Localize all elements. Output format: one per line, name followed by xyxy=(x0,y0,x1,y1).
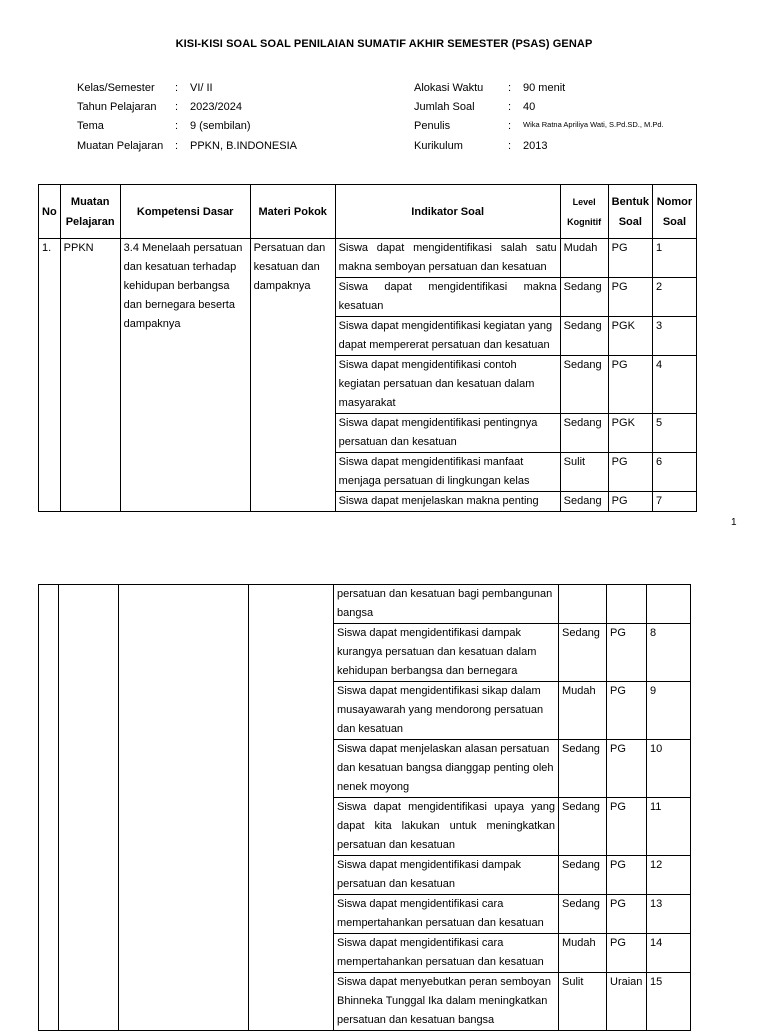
cell-muatan: PPKN xyxy=(60,239,120,512)
cell-level: Sulit xyxy=(560,453,608,492)
meta-row-jumlah xyxy=(414,97,664,116)
meta-key: Muatan Pelajaran xyxy=(77,139,164,152)
cell-bentuk: PGK xyxy=(608,414,652,453)
meta-key: Kelas/Semester xyxy=(77,81,155,94)
kisi-kisi-table-page-1 xyxy=(38,184,697,512)
cell-level: Sedang xyxy=(560,356,608,414)
header-no: No xyxy=(39,185,61,239)
cell-level: Mudah xyxy=(559,934,607,973)
cell-indikator: Siswa dapat mengidentifikasi manfaat menjaga persatuan di lingkungan kelas xyxy=(335,453,560,492)
header-materi-pokok: Materi Pokok xyxy=(250,185,335,239)
meta-colon: : xyxy=(175,81,179,94)
cell-bentuk: PG xyxy=(607,934,647,973)
cell-indikator: Siswa dapat mengidentifikasi cara mempertahankan persatuan dan kesatuan xyxy=(334,934,559,973)
cell-level: Sedang xyxy=(560,492,608,512)
cell-indikator: Siswa dapat mengidentifikasi contoh kegiatan persatuan dan kesatuan dalam masyarakat xyxy=(335,356,560,414)
cell-level: Sedang xyxy=(559,895,607,934)
cell-bentuk: PG xyxy=(607,856,647,895)
table-row xyxy=(39,239,697,278)
cell-level: Sedang xyxy=(560,317,608,356)
cell-level-empty xyxy=(559,585,607,624)
cell-bentuk: PG xyxy=(608,239,652,278)
cell-indikator: Siswa dapat mengidentifikasi cara mempertahankan persatuan dan kesatuan xyxy=(334,895,559,934)
cell-indikator: Siswa dapat mengidentifikasi sikap dalam musayawarah yang mendorong persatuan dan kesatuan xyxy=(334,682,559,740)
header-level-kognitif: Level Kognitif xyxy=(560,185,608,239)
header-bentuk-soal: Bentuk Soal xyxy=(608,185,652,239)
cell-bentuk: PG xyxy=(608,278,652,317)
meta-value: 40 xyxy=(523,100,536,113)
meta-row-alokasi xyxy=(414,78,664,97)
meta-value: 2013 xyxy=(523,139,548,152)
cell-level: Mudah xyxy=(559,682,607,740)
cell-no: 1. xyxy=(39,239,61,512)
cell-level: Sedang xyxy=(559,856,607,895)
meta-key: Alokasi Waktu xyxy=(414,81,484,94)
page-number: 1 xyxy=(731,517,737,528)
cell-bentuk: PG xyxy=(608,453,652,492)
meta-colon: : xyxy=(508,120,512,133)
cell-indikator: Siswa dapat mengidentifikasi dampak persatuan dan kesatuan xyxy=(334,856,559,895)
meta-colon: : xyxy=(175,139,179,152)
cell-bentuk: PG xyxy=(607,624,647,682)
meta-key: Kurikulum xyxy=(414,139,463,152)
cell-nomor: 12 xyxy=(647,856,691,895)
meta-left xyxy=(77,78,297,155)
cell-nomor: 15 xyxy=(647,973,691,1031)
cell-bentuk: PG xyxy=(607,682,647,740)
cell-nomor: 6 xyxy=(652,453,696,492)
cell-level: Sulit xyxy=(559,973,607,1031)
meta-colon: : xyxy=(508,100,512,113)
cell-bentuk: PGK xyxy=(608,317,652,356)
cell-kompetensi-dasar-empty xyxy=(119,585,249,1031)
meta-key: Tahun Pelajaran xyxy=(77,100,157,113)
cell-bentuk: PG xyxy=(607,740,647,798)
cell-indikator-continuation: persatuan dan kesatuan bagi pembangunan bangsa xyxy=(334,585,559,624)
cell-nomor: 10 xyxy=(647,740,691,798)
cell-nomor: 5 xyxy=(652,414,696,453)
cell-bentuk: PG xyxy=(607,798,647,856)
meta-value: VI/ II xyxy=(190,81,213,94)
cell-bentuk: PG xyxy=(607,895,647,934)
cell-nomor-empty xyxy=(647,585,691,624)
meta-value: PPKN, B.INDONESIA xyxy=(190,139,297,152)
meta-row-tema xyxy=(77,117,297,136)
cell-nomor: 2 xyxy=(652,278,696,317)
cell-indikator: Siswa dapat menjelaskan makna penting xyxy=(335,492,560,512)
cell-indikator: Siswa dapat menyebutkan peran semboyan Bhinneka Tunggal Ika dalam meningkatkan persatuan dan kesatuan bangsa xyxy=(334,973,559,1031)
cell-indikator: Siswa dapat mengidentifikasi dampak kurangya persatuan dan kesatuan dalam kehidupan berbangsa dan bernegara xyxy=(334,624,559,682)
cell-materi-pokok-empty xyxy=(249,585,334,1031)
header-indikator-soal: Indikator Soal xyxy=(335,185,560,239)
cell-bentuk: PG xyxy=(608,492,652,512)
cell-level: Sedang xyxy=(559,740,607,798)
meta-colon: : xyxy=(508,139,512,152)
table-row xyxy=(39,585,691,624)
meta-value: 90 menit xyxy=(523,81,566,94)
cell-indikator: Siswa dapat mengidentifikasi salah satu makna semboyan persatuan dan kesatuan xyxy=(335,239,560,278)
cell-indikator: Siswa dapat mengidentifikasi makna kesatuan xyxy=(335,278,560,317)
meta-row-kurikulum xyxy=(414,136,664,155)
cell-nomor: 8 xyxy=(647,624,691,682)
meta-row-tahun xyxy=(77,97,297,116)
cell-indikator: Siswa dapat menjelaskan alasan persatuan dan kesatuan bangsa dianggap penting oleh nenek moyong xyxy=(334,740,559,798)
table-header-row xyxy=(39,185,697,239)
cell-level: Sedang xyxy=(559,798,607,856)
meta-row-penulis xyxy=(414,117,664,136)
meta-colon: : xyxy=(508,81,512,94)
meta-value: 9 (sembilan) xyxy=(190,120,251,133)
document-title: KISI-KISI SOAL SOAL PENILAIAN SUMATIF AKHIR SEMESTER (PSAS) GENAP xyxy=(175,38,593,50)
cell-indikator: Siswa dapat mengidentifikasi upaya yang dapat kita lakukan untuk meningkatkan persatuan dan kesatuan xyxy=(334,798,559,856)
kisi-kisi-table-page-2 xyxy=(38,584,691,1031)
cell-level: Mudah xyxy=(560,239,608,278)
meta-row-muatan xyxy=(77,136,297,155)
cell-muatan-empty xyxy=(59,585,119,1031)
meta-key: Penulis xyxy=(414,120,451,133)
cell-bentuk: Uraian xyxy=(607,973,647,1031)
header-muatan: Muatan Pelajaran xyxy=(60,185,120,239)
cell-bentuk: PG xyxy=(608,356,652,414)
cell-level: Sedang xyxy=(559,624,607,682)
meta-key: Jumlah Soal xyxy=(414,100,475,113)
meta-key: Tema xyxy=(77,120,104,133)
cell-nomor: 9 xyxy=(647,682,691,740)
meta-value: Wika Ratna Apriliya Wati, S.Pd.SD., M.Pd. xyxy=(523,119,664,129)
cell-nomor: 4 xyxy=(652,356,696,414)
cell-nomor: 3 xyxy=(652,317,696,356)
meta-value: 2023/2024 xyxy=(190,100,242,113)
meta-row-kelas xyxy=(77,78,297,97)
header-kompetensi-dasar: Kompetensi Dasar xyxy=(120,185,250,239)
cell-indikator: Siswa dapat mengidentifikasi pentingnya persatuan dan kesatuan xyxy=(335,414,560,453)
cell-nomor: 1 xyxy=(652,239,696,278)
cell-nomor: 11 xyxy=(647,798,691,856)
cell-materi-pokok: Persatuan dan kesatuan dan dampaknya xyxy=(250,239,335,512)
cell-nomor: 13 xyxy=(647,895,691,934)
cell-bentuk-empty xyxy=(607,585,647,624)
header-nomor-soal: Nomor Soal xyxy=(652,185,696,239)
cell-nomor: 14 xyxy=(647,934,691,973)
meta-right xyxy=(414,78,664,155)
meta-colon: : xyxy=(175,100,179,113)
cell-level: Sedang xyxy=(560,278,608,317)
cell-kompetensi-dasar: 3.4 Menelaah persatuan dan kesatuan terhadap kehidupan berbangsa dan bernegara beserta dampaknya xyxy=(120,239,250,512)
meta-colon: : xyxy=(175,120,179,133)
cell-no-empty xyxy=(39,585,59,1031)
cell-level: Sedang xyxy=(560,414,608,453)
cell-indikator: Siswa dapat mengidentifikasi kegiatan yang dapat mempererat persatuan dan kesatuan xyxy=(335,317,560,356)
cell-nomor: 7 xyxy=(652,492,696,512)
